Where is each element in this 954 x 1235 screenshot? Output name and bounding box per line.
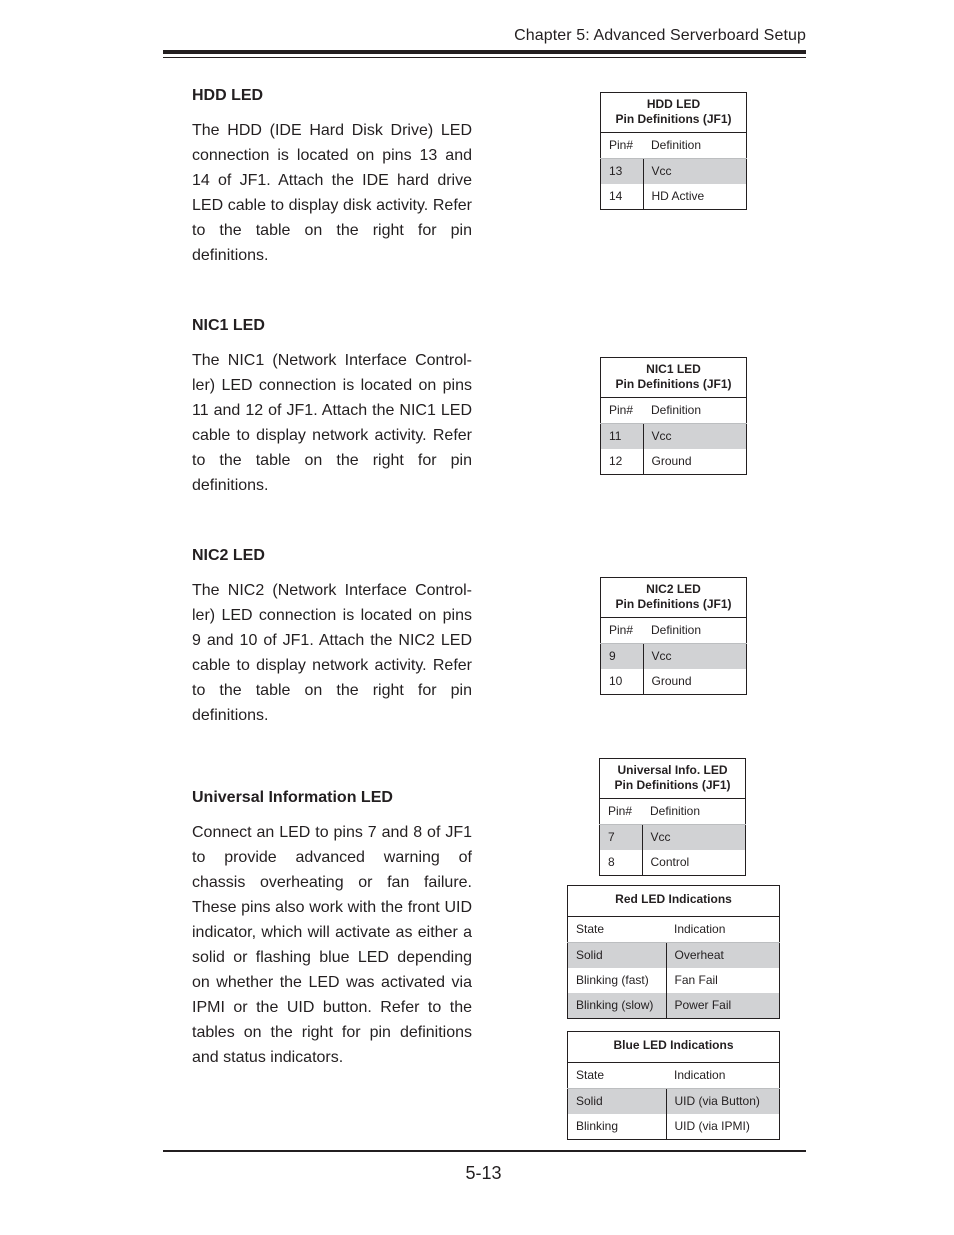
table-row: Blinking UID (via IPMI) bbox=[568, 1114, 780, 1140]
table-row: 7 Vcc bbox=[600, 825, 746, 851]
header-rule-thin bbox=[163, 57, 806, 58]
table-title: Blue LED Indications bbox=[568, 1032, 780, 1063]
table-row: Blinking (fast) Fan Fail bbox=[568, 968, 780, 993]
section-nic2-led bbox=[192, 546, 472, 728]
table-row: 13 Vcc bbox=[601, 159, 747, 185]
table-row: 10 Ground bbox=[601, 669, 747, 695]
section-body: The NIC1 (Network Interface Controller) LED connection is located on pins 11 and 12 of JF1. Attach the NIC1 LED cable to display network activity. Refer to the table on the right for pin definitions. bbox=[192, 352, 472, 494]
table-title: HDD LED Pin Definitions (JF1) bbox=[601, 93, 747, 133]
chapter-header: Chapter 5: Advanced Serverboard Setup bbox=[514, 27, 806, 44]
table-header-row: Pin# Definition bbox=[601, 618, 747, 644]
table-header-row: State Indication bbox=[568, 917, 780, 943]
red-led-indications-table bbox=[567, 885, 780, 1019]
table-row: 12 Ground bbox=[601, 449, 747, 475]
section-universal-info-led bbox=[192, 788, 472, 1070]
table-title: Red LED Indications bbox=[568, 886, 780, 917]
nic2-pin-table bbox=[600, 577, 747, 695]
table-row: 9 Vcc bbox=[601, 644, 747, 670]
hdd-pin-table bbox=[600, 92, 747, 210]
universal-info-pin-table bbox=[599, 758, 746, 876]
table-title: Universal Info. LED Pin Definitions (JF1) bbox=[600, 759, 746, 799]
section-title: NIC2 LED bbox=[192, 547, 265, 564]
table-title: NIC2 LED Pin Definitions (JF1) bbox=[601, 578, 747, 618]
table-row: Solid Overheat bbox=[568, 943, 780, 969]
nic1-pin-table bbox=[600, 357, 747, 475]
table-row: 8 Control bbox=[600, 850, 746, 876]
table-header-row: Pin# Definition bbox=[601, 398, 747, 424]
table-row: 11 Vcc bbox=[601, 424, 747, 450]
section-nic1-led bbox=[192, 316, 472, 498]
section-body: The HDD (IDE Hard Disk Drive) LED connection is located on pins 13 and 14 of JF1. Attach the IDE hard drive LED cable to display disk activity. Refer to the table on the right for pin definitions. bbox=[192, 122, 472, 264]
header-rule-thick bbox=[163, 50, 806, 54]
section-body: The NIC2 (Network Interface Controller) LED connection is located on pins 9 and 10 of JF1. Attach the NIC2 LED cable to display network activity. Refer to the table on the right for pin definitions. bbox=[192, 582, 472, 724]
table-header-row: Pin# Definition bbox=[601, 133, 747, 159]
section-title: NIC1 LED bbox=[192, 317, 265, 334]
section-title: Universal Information LED bbox=[192, 789, 393, 806]
table-header-row: Pin# Definition bbox=[600, 799, 746, 825]
footer-rule bbox=[163, 1150, 806, 1152]
section-title: HDD LED bbox=[192, 87, 264, 104]
table-row: Solid UID (via Button) bbox=[568, 1089, 780, 1115]
table-title: NIC1 LED Pin Definitions (JF1) bbox=[601, 358, 747, 398]
table-header-row: State Indication bbox=[568, 1063, 780, 1089]
blue-led-indications-table bbox=[567, 1031, 780, 1140]
section-body: Connect an LED to pins 7 and 8 of JF1 to provide advanced warning of chassis overheating or fan failure. These pins also work with the front UID indicator, which will activate as either a solid or flashing blue LED depending on whether the LED was activated via IPMI or the UID button. Refer to the tables on the right for pin definitions and status indicators. bbox=[192, 824, 472, 1066]
section-hdd-led bbox=[192, 86, 472, 268]
table-row: 14 HD Active bbox=[601, 184, 747, 210]
page-number: 5-13 bbox=[465, 1163, 502, 1183]
table-row: Blinking (slow) Power Fail bbox=[568, 993, 780, 1019]
